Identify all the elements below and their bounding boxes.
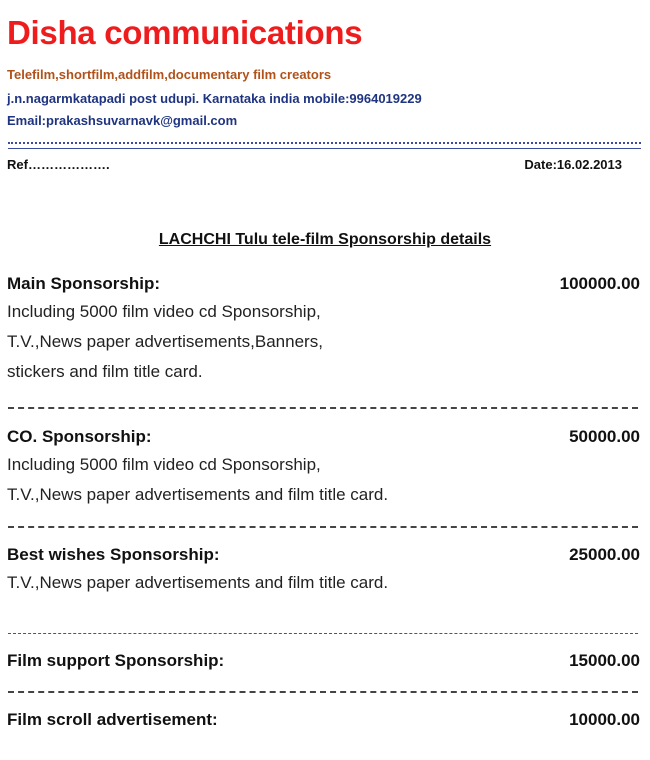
description-line: T.V.,News paper advertisements,Banners, xyxy=(7,332,323,351)
sponsorship-amount: 10000.00 xyxy=(569,710,640,729)
sponsorship-co xyxy=(7,424,640,510)
sponsorship-film-scroll xyxy=(7,707,640,733)
sponsorship-amount: 50000.00 xyxy=(569,427,640,446)
description-line: Including 5000 film video cd Sponsorship, xyxy=(7,455,321,474)
company-tagline: Telefilm,shortfilm,addfilm,documentary film creators xyxy=(7,67,332,82)
sponsorship-title: Main Sponsorship: xyxy=(7,274,160,293)
letterhead-divider xyxy=(8,142,641,149)
sponsorship-film-support xyxy=(7,648,640,674)
sponsorship-description xyxy=(7,297,640,387)
description-line: Including 5000 film video cd Sponsorship, xyxy=(7,302,321,321)
sponsorship-amount: 100000.00 xyxy=(559,274,640,293)
sponsorship-description xyxy=(7,568,640,598)
reference-line: Ref………………. xyxy=(7,157,110,172)
sponsorship-main xyxy=(7,271,640,387)
section-divider xyxy=(8,633,638,634)
description-line: stickers and film title card. xyxy=(7,362,203,381)
document-heading: LACHCHI Tulu tele-film Sponsorship details xyxy=(158,231,492,248)
company-email: Email:prakashsuvarnavk@gmail.com xyxy=(7,113,238,128)
section-divider xyxy=(8,526,638,528)
sponsorship-title: Film support Sponsorship: xyxy=(7,651,225,670)
sponsorship-best-wishes xyxy=(7,542,640,598)
sponsorship-amount: 15000.00 xyxy=(569,651,640,670)
description-line: T.V.,News paper advertisements and film title card. xyxy=(7,573,389,592)
sponsorship-title: CO. Sponsorship: xyxy=(7,427,152,446)
company-name: Disha communications xyxy=(7,14,363,51)
description-line: T.V.,News paper advertisements and film title card. xyxy=(7,485,389,504)
sponsorship-description xyxy=(7,450,640,510)
letter-date: Date:16.02.2013 xyxy=(524,157,622,172)
sponsorship-amount: 25000.00 xyxy=(569,545,640,564)
sponsorship-title: Film scroll advertisement: xyxy=(7,710,218,729)
company-address: j.n.nagarmkatapadi post udupi. Karnataka india mobile:9964019229 xyxy=(7,91,422,106)
section-divider xyxy=(8,691,638,693)
sponsorship-title: Best wishes Sponsorship: xyxy=(7,545,220,564)
section-divider xyxy=(8,407,638,409)
